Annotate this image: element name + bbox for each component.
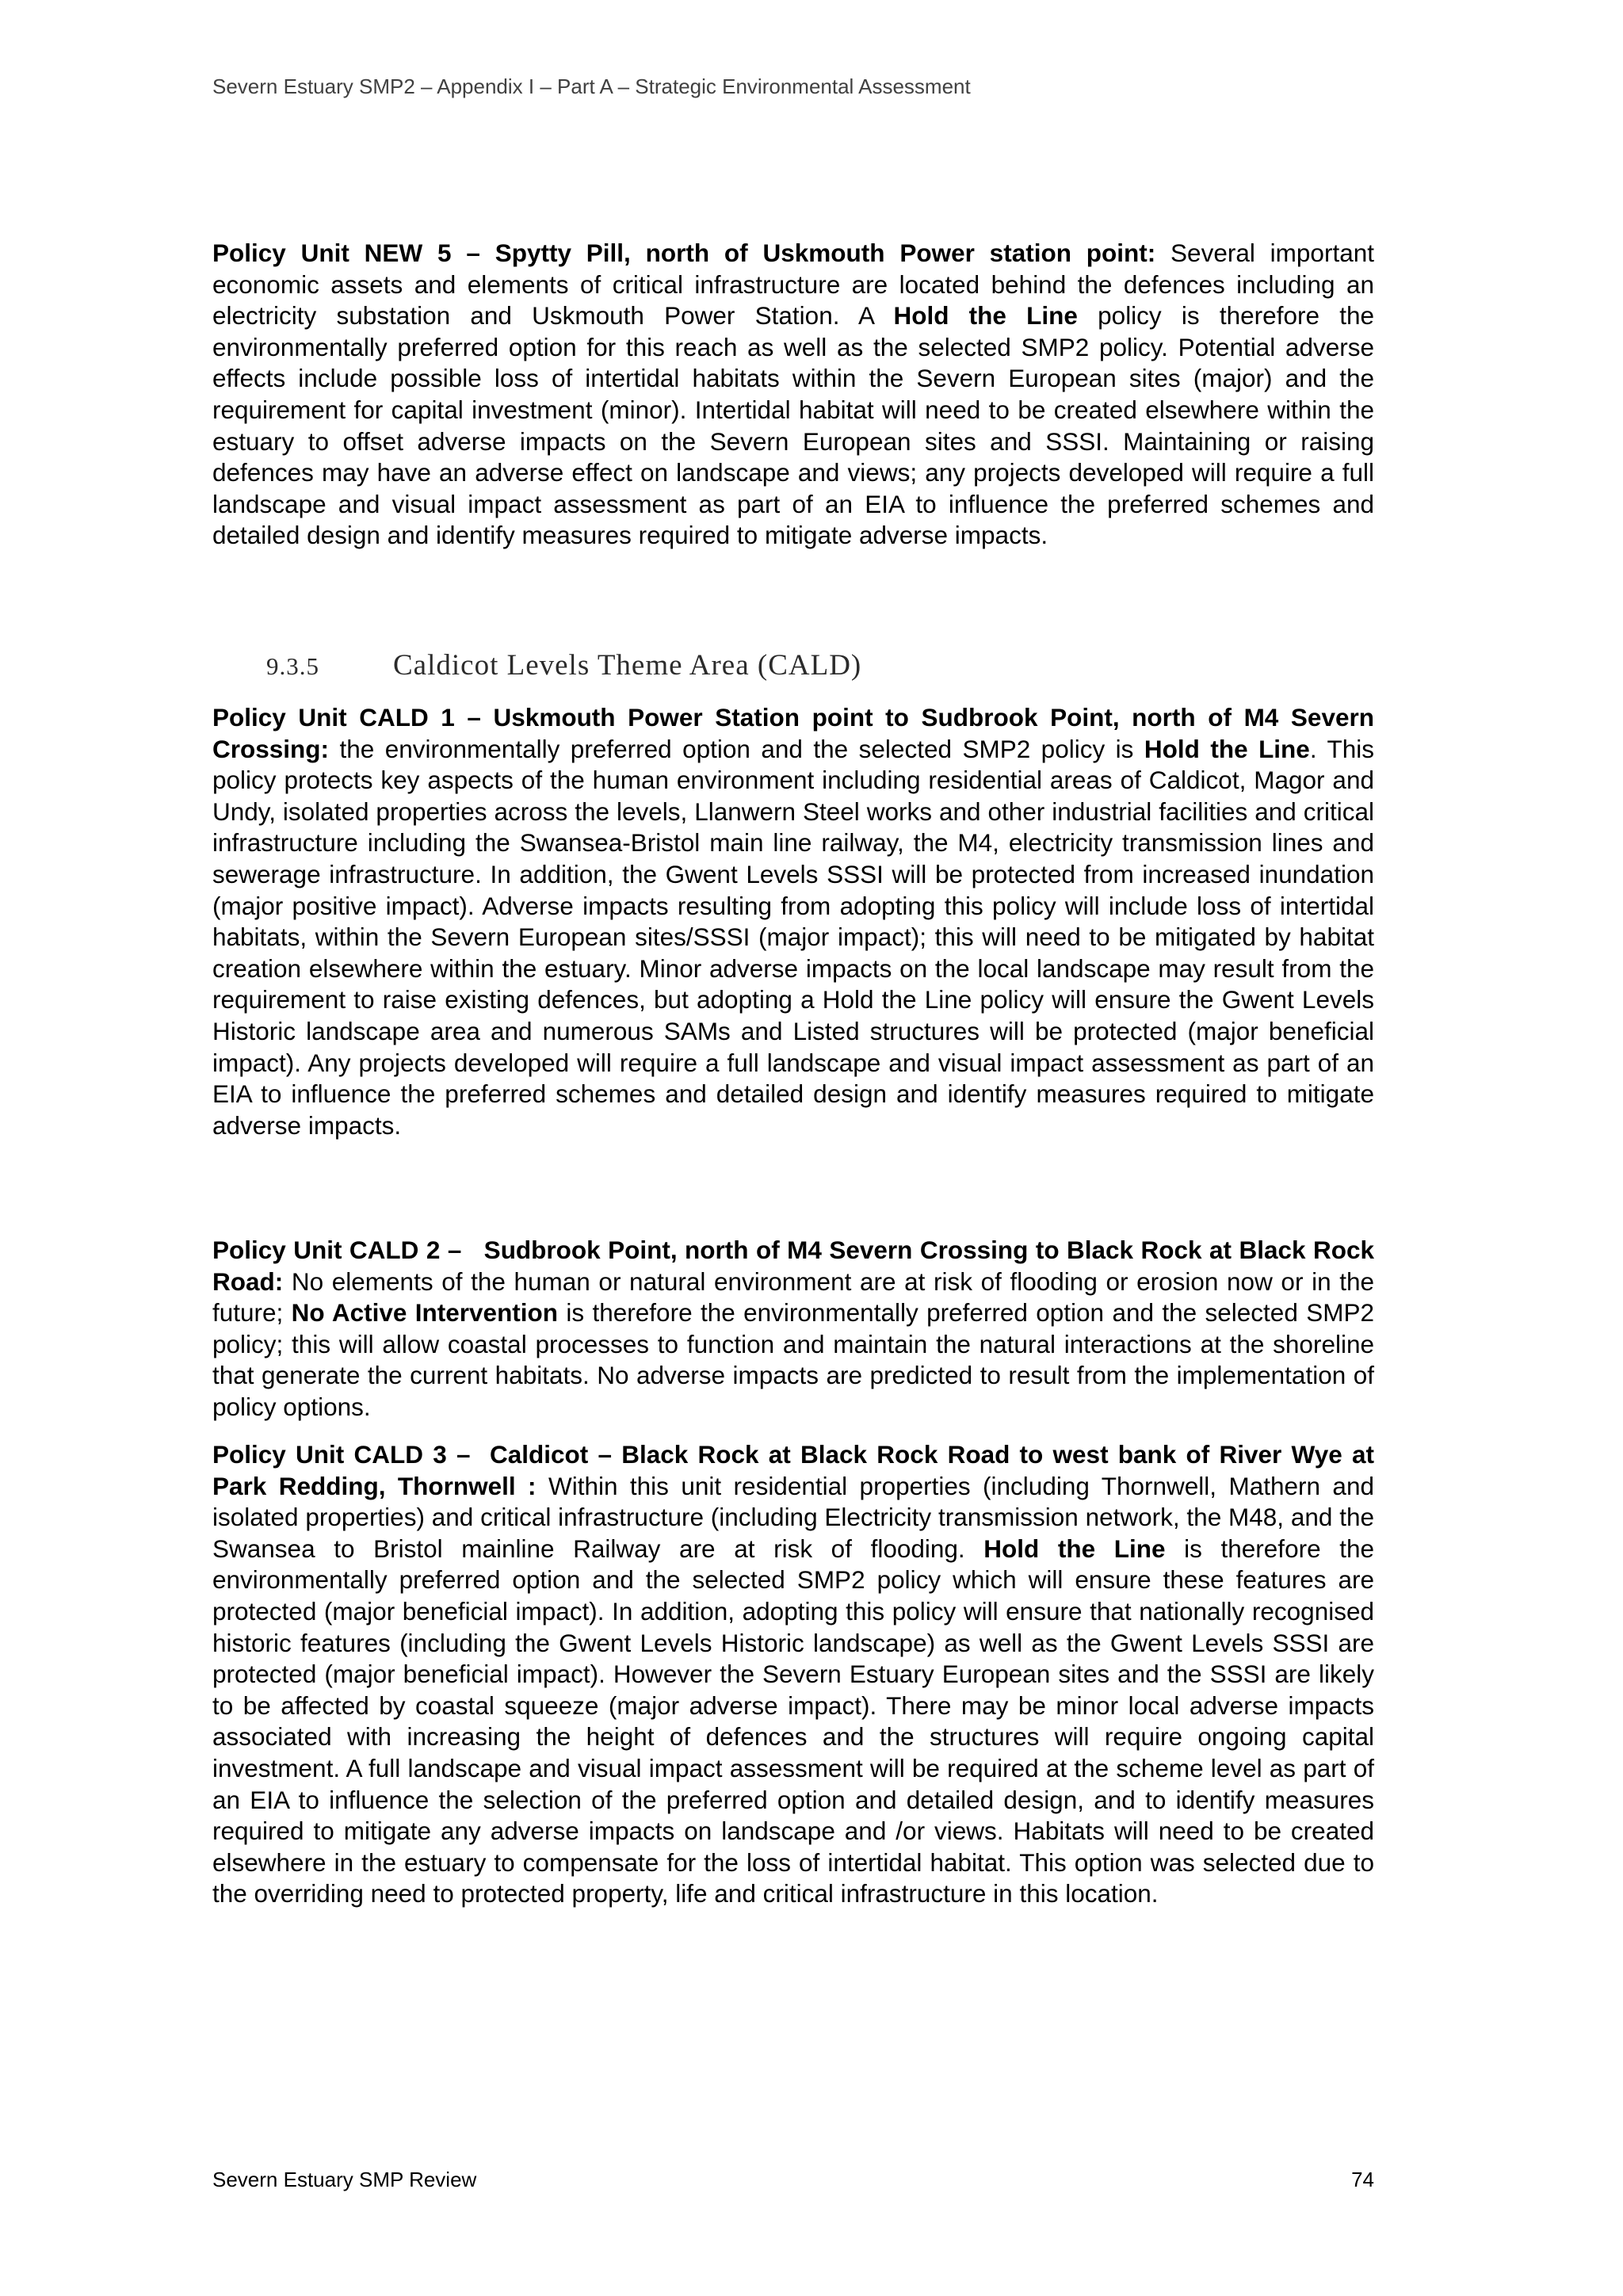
policy-unit-cald1 — [212, 702, 1374, 1141]
body-text: the environmentally preferred option and the selected SMP2 policy is — [329, 734, 1144, 763]
policy-unit-new5 — [212, 238, 1374, 552]
section-number: 9.3.5 — [266, 652, 319, 680]
policy-unit-cald2 — [212, 1235, 1381, 1423]
running-header: Severn Estuary SMP2 – Appendix I – Part A – Strategic Environmental Assessment — [212, 74, 971, 98]
footer-title: Severn Estuary SMP Review — [212, 2168, 477, 2191]
body-text: Several important economic assets and elements of critical infrastructure are located behind the defences including an electricity substation and Uskmouth Power Station. A — [212, 239, 1374, 330]
body-text: No elements of the human or natural environment are at risk of flooding or erosion now or in the future; — [212, 1266, 1374, 1328]
policy-unit-new5-heading: Policy Unit NEW 5 – Spytty Pill, north of Uskmouth Power station point: — [212, 239, 1156, 267]
policy-name: Hold the Line — [893, 301, 1078, 330]
policy-name: Hold the Line — [1144, 734, 1310, 763]
body-text: Within this unit residential properties (including Thornwell, Mathern and isolated properties) and critical infrastructure (including Electricity transmission network, the M48, and the Swansea to Bristol mainline Railway are at risk of flooding. — [212, 1471, 1374, 1563]
policy-unit-cald3-heading: Policy Unit CALD 3 – Caldicot – Black Rock at Black Rock Road to west bank of River Wye at Park Redding, Thornwell : — [212, 1440, 1381, 1500]
section-heading — [266, 648, 861, 682]
policy-unit-cald1-heading: Policy Unit CALD 1 – Uskmouth Power Station point to Sudbrook Point, north of M4 Severn Crossing: — [212, 703, 1374, 763]
body-text: policy is therefore the environmentally preferred option for this reach as well as the selected SMP2 policy. Potential adverse effects include possible loss of intertidal habitats within the Severn European sites (major) and the requirement for capital investment (minor). Intertidal habitat will need to be created elsewhere within the estuary to offset adverse impacts on the Severn European sites and SSSI. Maintaining or raising defences may have an adverse effect on landscape and views; any projects developed will require a full landscape and visual impact assessment as part of an EIA to influence the preferred schemes and detailed design and identify measures required to mitigate adverse impacts. — [212, 301, 1374, 550]
policy-name: Hold the Line — [983, 1534, 1166, 1563]
body-text: is therefore the environmentally preferred option and the selected SMP2 policy which will ensure these features are protected (major beneficial impact). In addition, adopting this policy will ensure that nationally recognised historic features (including the Gwent Levels Historic landscape) as well as the Gwent Levels SSSI are protected (major beneficial impact). However the Severn Estuary European sites and the SSSI are likely to be affected by coastal squeeze (major adverse impact). There may be minor local adverse impacts associated with increasing the height of defences and the structures will require ongoing capital investment. A full landscape and visual impact assessment will be required at the scheme level as part of an EIA to influence the selection of the preferred option and detailed design, and to identify measures required to mitigate any adverse impacts on landscape and /or views. Habitats will need to be created elsewhere in the estuary to compensate for the loss of intertidal habitat. This option was selected due to the overriding need to protected property, life and critical infrastructure in this location. — [212, 1534, 1374, 1908]
policy-name: No Active Intervention — [291, 1298, 559, 1328]
policy-unit-cald3 — [212, 1439, 1381, 1910]
body-text: is therefore the environmentally preferred option and the selected SMP2 policy; this will allow coastal processes to function and maintain the natural interactions at the shoreline that generate the current habitats. No adverse impacts are predicted to result from the implementation of policy options. — [212, 1298, 1374, 1421]
page-number: 74 — [1351, 2168, 1374, 2191]
section-title: Caldicot Levels Theme Area (CALD) — [393, 649, 862, 682]
policy-unit-cald2-heading: Policy Unit CALD 2 – Sudbrook Point, north of M4 Severn Crossing to Black Rock at Black Rock Road: — [212, 1236, 1381, 1296]
body-text: . This policy protects key aspects of the human environment including residential areas of Caldicot, Magor and Undy, isolated properties across the levels, Llanwern Steel works and other industrial facilities and critical infrastructure including the Swansea-Bristol main line railway, the M4, electricity transmission lines and sewerage infrastructure. In addition, the Gwent Levels SSSI will be protected from increased inundation (major positive impact). Adverse impacts resulting from adopting this policy will include loss of intertidal habitats, within the Severn European sites/SSSI (major impact); this will need to be mitigated by habitat creation elsewhere within the estuary. Minor adverse impacts on the local landscape may result from the requirement to raise existing defences, but adopting a Hold the Line policy will ensure the Gwent Levels Historic landscape area and numerous SAMs and Listed structures will be protected (major beneficial impact). Any projects developed will require a full landscape and visual impact assessment as part of an EIA to influence the preferred schemes and detailed design and identify measures required to mitigate adverse impacts. — [212, 734, 1374, 1140]
